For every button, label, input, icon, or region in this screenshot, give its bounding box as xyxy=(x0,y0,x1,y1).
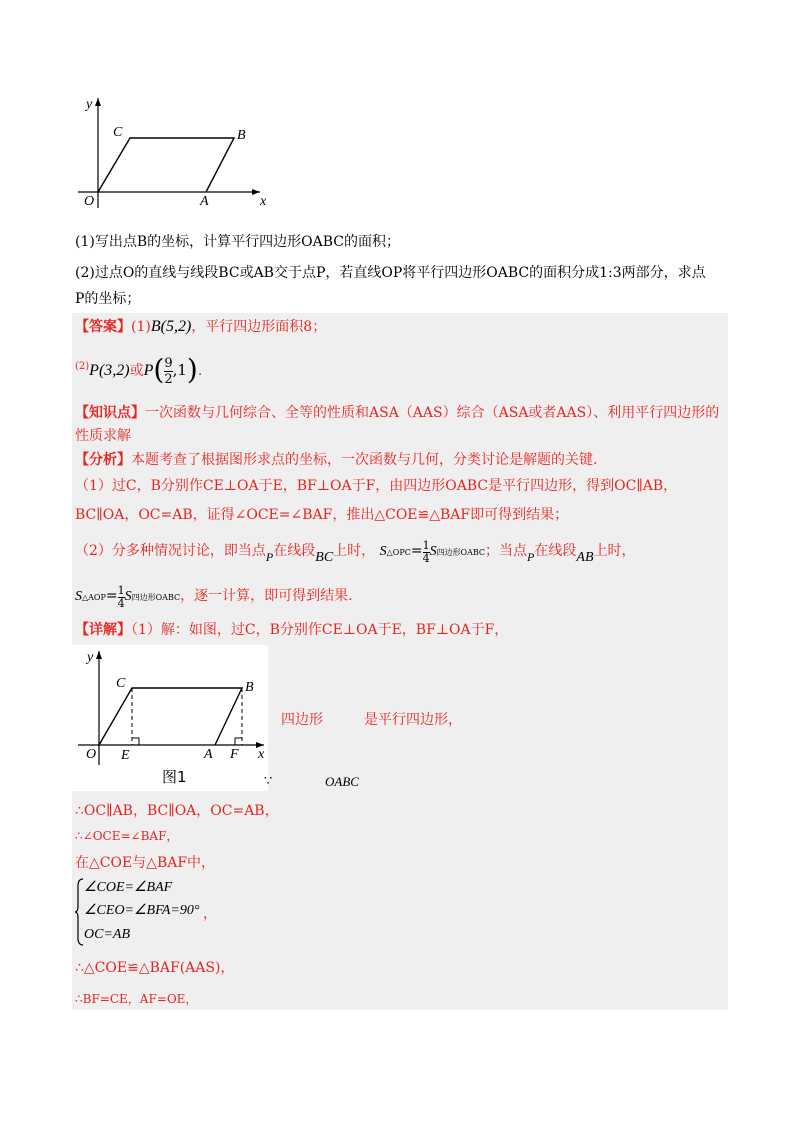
detail-step-2: ∴∠OCE=∠BAF， xyxy=(75,829,179,843)
knowledge-line-2: 性质求解 xyxy=(75,428,131,444)
fig2-label-E: E xyxy=(121,748,130,763)
question-1: (1)写出点B的坐标，计算平行四边形OABC的面积； xyxy=(75,234,400,250)
answer-1-text: ，平行四边形面积8； xyxy=(191,319,327,335)
analysis-4p2: P xyxy=(527,550,535,564)
detail-step-5: ∴BF=CE，AF=OE， xyxy=(75,992,198,1006)
answer-line-2: $^{(2)}$P(3,2)或P( $\frac{9}{2}$ ,1). xyxy=(75,353,203,387)
detail-line-1 xyxy=(75,620,508,640)
label-A: A xyxy=(200,194,209,209)
analysis-5-frac-den: 4 xyxy=(117,597,125,610)
fig2-label-F: F xyxy=(230,747,239,762)
fig2-parallelogram xyxy=(99,688,242,745)
analysis-5s2-sub: 四边形OABC xyxy=(131,593,181,602)
detail-tag: 【详解】 xyxy=(75,622,131,638)
answer-2-frac-den: 2 xyxy=(164,372,173,387)
system-brace xyxy=(74,878,84,946)
analysis-5s2: S xyxy=(124,589,132,604)
answer-1-prefix: (1) xyxy=(131,319,151,335)
system-eq-3: OC=AB xyxy=(84,927,130,942)
fig2-label-A: A xyxy=(204,747,213,762)
figure-parallelogram xyxy=(72,92,272,212)
fig2-y-axis-arrow xyxy=(96,651,102,659)
analysis-5s: S xyxy=(75,589,82,604)
analysis-4d: ；当点 xyxy=(485,543,528,559)
fig2-label-B: B xyxy=(245,680,254,695)
answer-2-prefix: (2) xyxy=(75,361,90,372)
answer-2-end: . xyxy=(197,363,203,379)
knowledge-line-1 xyxy=(75,403,719,423)
analysis-4s: S xyxy=(379,544,387,559)
detail-step-3: 在△COE与△BAF中， xyxy=(75,855,216,871)
analysis-line-4 xyxy=(75,540,636,568)
analysis-4f: 上时， xyxy=(593,543,636,559)
detail-side-b: 是平行四边形， xyxy=(364,712,462,728)
knowledge-text-1: 一次函数与几何综合、全等的性质和ASA（AAS）综合（ASA或者AAS）、利用平行四边形的 xyxy=(145,405,720,421)
answer-2-math-1: P(3,2) xyxy=(89,362,130,379)
analysis-4bc: BC xyxy=(315,550,334,565)
analysis-4s2: S xyxy=(429,544,437,559)
fig2-label-O: O xyxy=(86,747,97,762)
parallelogram-shape xyxy=(98,138,234,192)
detail-oabc: OABC xyxy=(325,774,359,789)
system-eq-2: ∠CEO=∠BFA=90° xyxy=(84,903,200,918)
answer-tag: 【答案】 xyxy=(75,319,131,335)
fig2-label-C: C xyxy=(116,676,126,691)
detail-side-a: 四边形 xyxy=(281,712,323,728)
detail-text-1: （1）解：如图，过C，B分别作CE⊥OA于E，BF⊥OA于F， xyxy=(131,622,509,638)
analysis-line-1 xyxy=(75,450,597,470)
answer-2-frac-num: 9 xyxy=(164,356,173,371)
fig2-x-label: x xyxy=(258,747,265,762)
analysis-line-2: （1）过C，B分别作CE⊥OA于E，BF⊥OA于F，由四边形OABC是平行四边形，得到OC∥AB， xyxy=(75,478,678,494)
figure-2 xyxy=(72,645,268,791)
question-2-line2: P的坐标； xyxy=(75,291,141,307)
answer-2-math-2-p: P xyxy=(143,362,154,379)
answer-2-math-2-tail: ,1 xyxy=(172,361,187,379)
analysis-4a: （2）分多种情况讨论，即当点 xyxy=(75,543,266,559)
label-B: B xyxy=(237,128,246,143)
detail-because: ∵ xyxy=(264,774,273,789)
question-2-line1: (2)过点O的直线与线段BC或AB交于点P，若直线OP将平行四边形OABC的面积分成1:3两部分，求点 xyxy=(75,265,706,281)
analysis-4c: 上时， xyxy=(333,543,376,559)
label-C: C xyxy=(113,125,123,140)
analysis-line-3: BC∥OA，OC=AB，证得∠OCE=∠BAF，推出△COE≌△BAF即可得到结果； xyxy=(75,507,569,523)
analysis-4-frac-num: 1 xyxy=(422,539,430,552)
answer-1-math: B(5,2) xyxy=(150,318,192,335)
answer-line-1 xyxy=(75,317,326,337)
analysis-5eq: = xyxy=(105,588,118,604)
analysis-4eq: = xyxy=(410,543,423,559)
answer-2-or: 或 xyxy=(129,363,144,379)
label-O: O xyxy=(84,194,95,209)
y-axis-arrow xyxy=(95,98,101,106)
analysis-4s2-sub: 四边形OABC xyxy=(436,548,486,557)
system-eq-1: ∠COE=∠BAF xyxy=(84,880,173,895)
analysis-text-1: 本题考查了根据图形求点的坐标，一次函数与几何，分类讨论是解题的关键. xyxy=(131,452,598,468)
analysis-4-frac-den: 4 xyxy=(422,552,430,565)
x-axis-arrow xyxy=(252,189,260,195)
analysis-5-text: ，逐一计算，即可得到结果. xyxy=(180,588,353,604)
analysis-4b: 在线段 xyxy=(273,543,316,559)
analysis-4s-sub: △OPC xyxy=(386,548,411,557)
analysis-tag: 【分析】 xyxy=(75,452,131,468)
knowledge-tag: 【知识点】 xyxy=(75,405,145,421)
analysis-5-frac-num: 1 xyxy=(117,584,125,597)
analysis-5s-sub: △AOP xyxy=(82,593,106,602)
analysis-4ab: AB xyxy=(576,550,594,565)
detail-step-1: ∴OC∥AB，BC∥OA，OC=AB， xyxy=(75,803,279,819)
system-comma: ， xyxy=(203,906,217,922)
detail-step-4: ∴△COE≌△BAF(AAS)， xyxy=(75,960,235,976)
fig2-caption: 图1 xyxy=(162,768,187,786)
analysis-4p: P xyxy=(265,550,274,564)
y-label: y xyxy=(86,97,93,112)
analysis-line-5 xyxy=(75,585,353,610)
analysis-4e: 在线段 xyxy=(534,543,577,559)
x-label: x xyxy=(260,194,267,209)
fig2-y-label: y xyxy=(87,650,94,665)
fig2-right-angle-f xyxy=(235,738,242,745)
fig2-right-angle-e xyxy=(132,738,139,745)
